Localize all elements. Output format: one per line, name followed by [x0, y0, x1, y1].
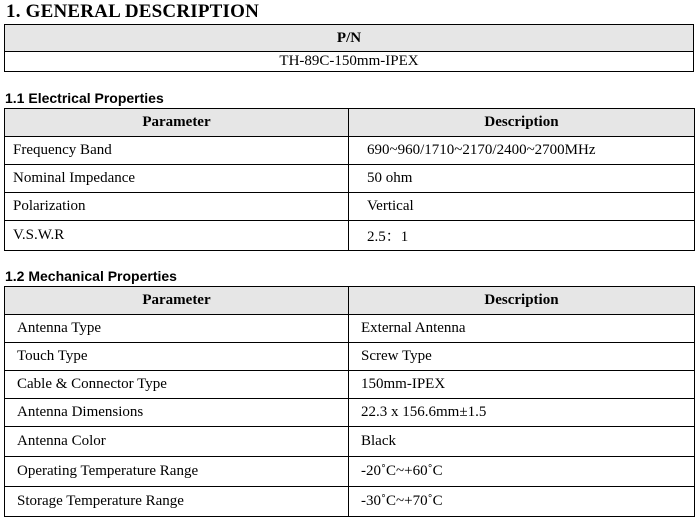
part-number-header: P/N — [5, 25, 694, 52]
page-title: 1. GENERAL DESCRIPTION — [6, 1, 260, 22]
parameter-cell: Antenna Dimensions — [5, 399, 349, 427]
part-number-value: TH-89C-150mm-IPEX — [5, 52, 694, 72]
parameter-cell: Touch Type — [5, 343, 349, 371]
table-row — [5, 315, 695, 343]
parameter-cell: Operating Temperature Range — [5, 457, 349, 487]
description-cell: Black — [349, 427, 695, 457]
description-cell: External Antenna — [349, 315, 695, 343]
mechanical-parameter-header: Parameter — [5, 287, 349, 315]
parameter-cell: Frequency Band — [5, 137, 349, 165]
description-cell: Screw Type — [349, 343, 695, 371]
table-row — [5, 427, 695, 457]
electrical-description-header: Description — [349, 109, 695, 137]
electrical-properties-table — [4, 108, 695, 251]
table-row — [5, 137, 695, 165]
mechanical-description-header: Description — [349, 287, 695, 315]
description-cell: -20˚C~+60˚C — [349, 457, 695, 487]
parameter-cell: Nominal Impedance — [5, 165, 349, 193]
table-row — [5, 399, 695, 427]
description-cell: 150mm-IPEX — [349, 371, 695, 399]
description-cell: 2.5：1 — [349, 221, 695, 251]
description-cell: 50 ohm — [349, 165, 695, 193]
parameter-cell: Cable & Connector Type — [5, 371, 349, 399]
mechanical-properties-table — [4, 286, 695, 517]
table-row — [5, 165, 695, 193]
electrical-section-title: 1.1 Electrical Properties — [5, 90, 164, 106]
description-cell: 22.3 x 156.6mm±1.5 — [349, 399, 695, 427]
parameter-cell: Polarization — [5, 193, 349, 221]
parameter-cell: Antenna Color — [5, 427, 349, 457]
electrical-parameter-header: Parameter — [5, 109, 349, 137]
table-row — [5, 193, 695, 221]
table-row — [5, 457, 695, 487]
table-row — [5, 343, 695, 371]
table-row — [5, 371, 695, 399]
parameter-cell: Antenna Type — [5, 315, 349, 343]
mechanical-section-title: 1.2 Mechanical Properties — [5, 268, 177, 284]
parameter-cell: Storage Temperature Range — [5, 487, 349, 517]
table-row — [5, 487, 695, 517]
table-row — [5, 221, 695, 251]
description-cell: 690~960/1710~2170/2400~2700MHz — [349, 137, 695, 165]
description-cell: -30˚C~+70˚C — [349, 487, 695, 517]
part-number-table — [4, 24, 694, 72]
parameter-cell: V.S.W.R — [5, 221, 349, 251]
description-cell: Vertical — [349, 193, 695, 221]
